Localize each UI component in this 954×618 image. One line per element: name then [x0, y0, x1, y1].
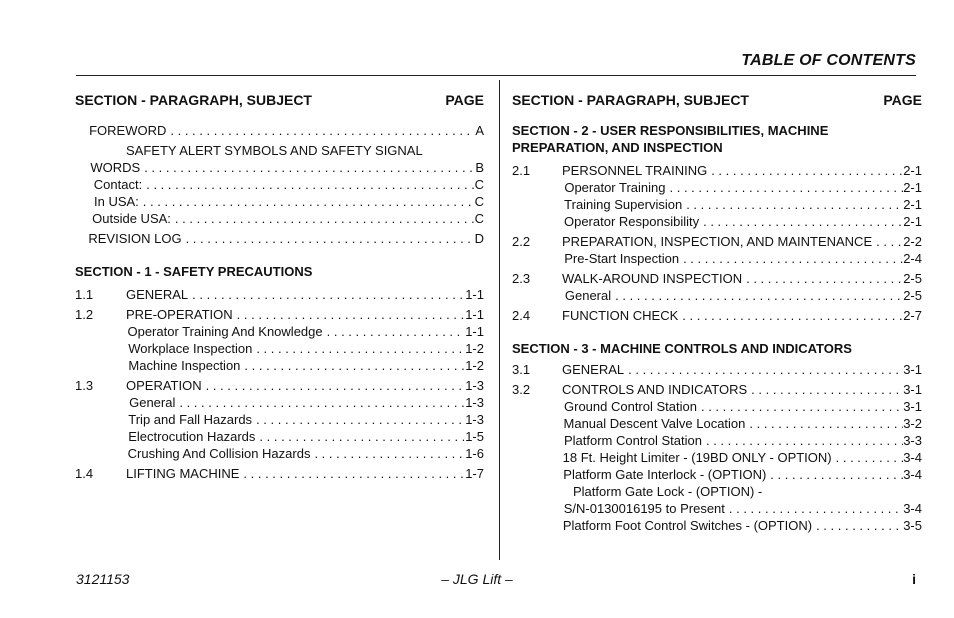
dot-leader	[140, 159, 475, 176]
toc-entry-page: B	[475, 160, 484, 175]
toc-entry-page: 1-5	[465, 429, 484, 444]
toc-entry-title: PERSONNEL TRAINING	[562, 163, 708, 178]
dot-leader	[240, 357, 465, 374]
toc-entry-page: 1-3	[465, 378, 484, 393]
toc-entry	[512, 162, 922, 179]
toc-entry-title: Trip and Fall Hazards	[128, 412, 253, 427]
toc-entry-number: 2.2	[512, 234, 531, 249]
dot-leader	[707, 162, 903, 179]
section-2-list	[512, 162, 922, 324]
toc-entry-page: 2-5	[903, 271, 922, 286]
toc-entry-title: 18 Ft. Height Limiter - (19BD ONLY - OPTION)	[562, 450, 832, 465]
toc-entry	[512, 432, 922, 449]
toc-entry-page: 3-1	[903, 362, 922, 377]
toc-entry-title: FUNCTION CHECK	[562, 308, 679, 323]
dot-leader	[725, 500, 903, 517]
toc-entry-title: Manual Descent Valve Location	[563, 416, 746, 431]
toc-entry-title: Ground Control Station	[564, 399, 697, 414]
column-divider	[499, 80, 500, 560]
toc-entry-title: PREPARATION, INSPECTION, AND MAINTENANCE	[562, 234, 873, 249]
dot-leader	[252, 411, 465, 428]
front-matter-list	[75, 122, 484, 247]
column-header-label: SECTION - PARAGRAPH, SUBJECT	[75, 92, 312, 108]
section-2-title-line-2: PREPARATION, AND INSPECTION	[512, 140, 723, 155]
toc-entry-page: 2-7	[903, 308, 922, 323]
dot-leader	[872, 233, 903, 250]
toc-entry-page: 3-3	[903, 433, 922, 448]
dot-leader	[323, 323, 466, 340]
toc-entry-title: Pre-Start Inspection	[564, 251, 680, 266]
toc-entry-title: SAFETY ALERT SYMBOLS AND SAFETY SIGNAL	[126, 143, 423, 158]
dot-leader	[742, 270, 903, 287]
toc-entry-page: 1-3	[465, 412, 484, 427]
toc-entry-page: 3-4	[903, 467, 922, 482]
toc-entry	[512, 398, 922, 415]
toc-entry-title: Contact:	[93, 177, 143, 192]
toc-entry-page: 2-4	[903, 251, 922, 266]
dot-leader	[188, 286, 465, 303]
dot-leader	[697, 398, 903, 415]
toc-entry	[512, 196, 922, 213]
toc-entry-page: 3-4	[903, 450, 922, 465]
dot-leader	[252, 340, 465, 357]
toc-entry-page: 3-1	[903, 382, 922, 397]
dot-leader	[233, 306, 466, 323]
toc-entry-title: Workplace Inspection	[128, 341, 253, 356]
toc-entry-title: Operator Responsibility	[563, 214, 700, 229]
toc-entry	[75, 465, 484, 482]
dot-leader	[171, 210, 475, 227]
toc-entry	[512, 483, 922, 500]
toc-entry	[512, 415, 922, 432]
section-2-title-line-1: SECTION - 2 - USER RESPONSIBILITIES, MACHINE	[512, 123, 829, 138]
toc-entry-page: 2-5	[903, 288, 922, 303]
toc-entry	[75, 340, 484, 357]
toc-entry-page: 1-1	[465, 307, 484, 322]
toc-entry	[75, 210, 484, 227]
toc-entry-page: 1-7	[465, 466, 484, 481]
dot-leader	[175, 394, 465, 411]
dot-leader	[611, 287, 903, 304]
dot-leader	[747, 381, 903, 398]
dot-leader	[624, 361, 903, 378]
toc-entry-page: 2-2	[903, 234, 922, 249]
toc-entry-title: Platform Foot Control Switches - (OPTION)	[562, 518, 813, 533]
toc-entry-number: 1.4	[75, 466, 94, 481]
toc-entry	[512, 307, 922, 324]
dot-leader	[766, 466, 903, 483]
document-number: 3121153	[76, 571, 130, 587]
section-1-list	[75, 286, 484, 482]
toc-entry-page: 3-4	[903, 501, 922, 516]
toc-entry	[75, 306, 484, 323]
toc-entry-page: 1-1	[465, 324, 484, 339]
toc-entry-title: LIFTING MACHINE	[126, 466, 240, 481]
toc-entry-title: GENERAL	[562, 362, 625, 377]
toc-entry-title: General	[564, 288, 612, 303]
toc-entry-page: 1-3	[465, 395, 484, 410]
toc-entry	[75, 142, 484, 159]
toc-entry	[75, 377, 484, 394]
toc-entry-title: REVISION LOG	[88, 231, 182, 246]
section-3-list	[512, 361, 922, 534]
page-number: i	[912, 571, 916, 587]
toc-entry-title: S/N-0130016195 to Present	[563, 501, 725, 516]
dot-leader	[239, 465, 465, 482]
section-1-title: SECTION - 1 - SAFETY PRECAUTIONS	[75, 264, 313, 279]
dot-leader	[666, 179, 904, 196]
toc-entry-title: General	[129, 395, 176, 410]
toc-entry-title: Platform Control Station	[563, 433, 702, 448]
toc-entry-title: Operator Training And Knowledge	[127, 324, 323, 339]
toc-entry-title: OPERATION	[126, 378, 202, 393]
toc-entry	[75, 323, 484, 340]
toc-entry-title: Crushing And Collision Hazards	[127, 446, 311, 461]
footer-publisher: – JLG Lift –	[441, 571, 513, 587]
toc-entry	[75, 357, 484, 374]
dot-leader	[139, 193, 475, 210]
left-column	[75, 91, 484, 482]
toc-entry	[512, 287, 922, 304]
toc-entry-number: 2.4	[512, 308, 531, 323]
toc-entry	[75, 428, 484, 445]
toc-entry-page: C	[474, 194, 484, 209]
toc-entry	[512, 449, 922, 466]
toc-entry	[75, 394, 484, 411]
toc-entry-title: WALK-AROUND INSPECTION	[562, 271, 743, 286]
dot-leader	[745, 415, 903, 432]
toc-entry-title: Training Supervision	[564, 197, 683, 212]
toc-entry	[512, 233, 922, 250]
toc-entry	[512, 381, 922, 398]
dot-leader	[678, 307, 903, 324]
toc-entry	[512, 517, 922, 534]
toc-entry-title: Platform Gate Interlock - (OPTION)	[563, 467, 767, 482]
toc-entry-title: GENERAL	[126, 287, 189, 302]
toc-entry	[75, 159, 484, 176]
dot-leader	[699, 213, 903, 230]
dot-leader	[182, 230, 475, 247]
toc-entry-title: Operator Training	[564, 180, 666, 195]
toc-entry-page: 2-1	[903, 163, 922, 178]
toc-entry-page: 1-6	[465, 446, 484, 461]
toc-entry-page: 1-2	[465, 358, 484, 373]
right-column-header	[512, 91, 922, 109]
section-3-title: SECTION - 3 - MACHINE CONTROLS AND INDICATORS	[512, 341, 852, 356]
dot-leader	[310, 445, 465, 462]
toc-entry-page: 3-5	[903, 518, 922, 533]
toc-entry-page: A	[475, 123, 484, 138]
toc-entry-title: CONTROLS AND INDICATORS	[562, 382, 748, 397]
toc-entry-title: FOREWORD	[89, 123, 167, 138]
dot-leader	[166, 122, 475, 139]
toc-entry-page: 3-2	[903, 416, 922, 431]
toc-entry-number: 1.3	[75, 378, 94, 393]
right-column	[512, 91, 922, 534]
toc-entry-title: Platform Gate Lock - (OPTION) -	[573, 484, 763, 499]
toc-entry-number: 1.2	[75, 307, 94, 322]
toc-entry-number: 3.2	[512, 382, 531, 397]
toc-entry-title: Outside USA:	[92, 211, 171, 226]
toc-entry	[75, 286, 484, 303]
toc-entry-title: WORDS	[90, 160, 141, 175]
toc-entry	[75, 445, 484, 462]
toc-entry	[75, 230, 484, 247]
dot-leader	[679, 250, 903, 267]
column-header-page: PAGE	[883, 92, 922, 108]
column-header-label: SECTION - PARAGRAPH, SUBJECT	[512, 92, 749, 108]
toc-entry-number: 1.1	[75, 287, 94, 302]
toc-entry-page: 1-2	[465, 341, 484, 356]
toc-entry	[75, 411, 484, 428]
dot-leader	[832, 449, 904, 466]
toc-entry	[512, 179, 922, 196]
toc-entry-number: 2.1	[512, 163, 531, 178]
header-rule	[76, 75, 916, 76]
dot-leader	[682, 196, 903, 213]
toc-entry	[512, 500, 922, 517]
toc-entry-page: D	[474, 231, 484, 246]
toc-entry-page: 2-1	[903, 180, 922, 195]
toc-entry	[512, 270, 922, 287]
toc-entry	[512, 213, 922, 230]
left-column-header	[75, 91, 484, 109]
toc-entry-page: 2-1	[903, 214, 922, 229]
toc-entry	[75, 176, 484, 193]
column-header-page: PAGE	[445, 92, 484, 108]
dot-leader	[702, 432, 903, 449]
toc-entry-page: 3-1	[903, 399, 922, 414]
dot-leader	[202, 377, 466, 394]
toc-entry-page: C	[474, 211, 484, 226]
toc-entry	[512, 250, 922, 267]
toc-entry-title: Electrocution Hazards	[128, 429, 256, 444]
dot-leader	[142, 176, 474, 193]
toc-entry-number: 2.3	[512, 271, 531, 286]
dot-leader	[812, 517, 903, 534]
toc-entry	[512, 466, 922, 483]
toc-entry-page: 1-1	[465, 287, 484, 302]
toc-entry-page: C	[474, 177, 484, 192]
toc-entry	[75, 122, 484, 139]
toc-entry	[512, 361, 922, 378]
toc-entry-title: Machine Inspection	[128, 358, 241, 373]
toc-entry-page: 2-1	[903, 197, 922, 212]
toc-entry-number: 3.1	[512, 362, 531, 377]
dot-leader	[255, 428, 465, 445]
page-title: TABLE OF CONTENTS	[741, 52, 916, 69]
toc-entry	[75, 193, 484, 210]
toc-entry-title: In USA:	[94, 194, 139, 209]
toc-entry-title: PRE-OPERATION	[126, 307, 233, 322]
